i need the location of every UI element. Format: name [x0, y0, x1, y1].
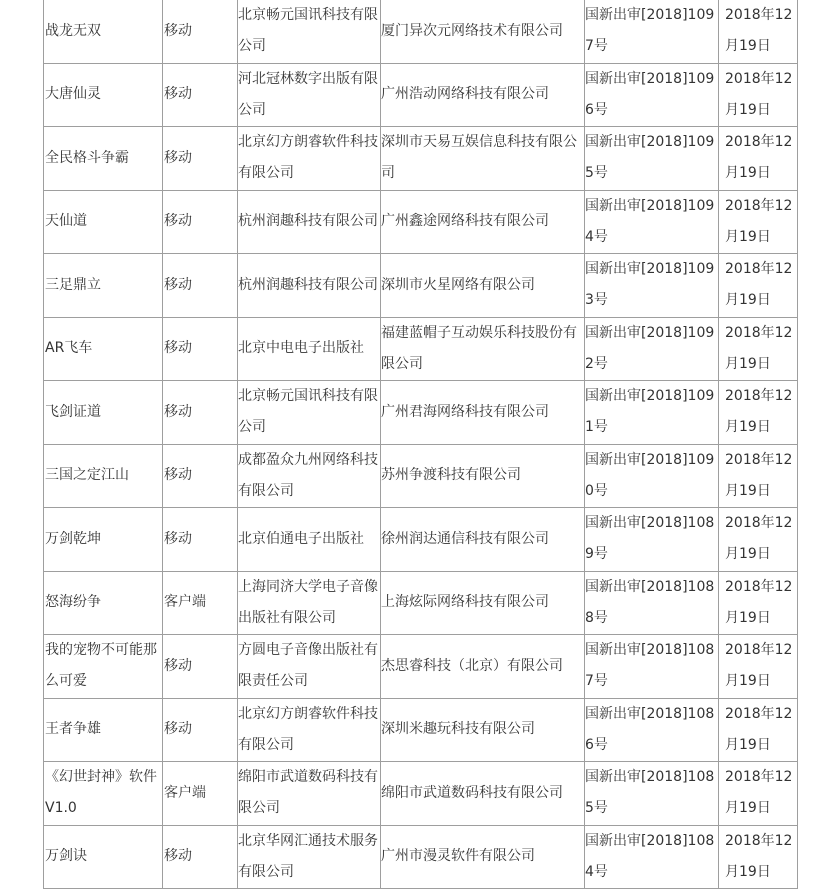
operator-cell	[381, 825, 585, 889]
publisher-cell-text: 北京畅元国讯科技有限公司	[238, 388, 378, 436]
table-row	[44, 317, 798, 381]
game-name-cell-text: 全民格斗争霸	[45, 149, 129, 166]
approval-date-cell-text: 2018年12月19日	[725, 705, 793, 753]
operator-cell-text: 上海炫际网络科技有限公司	[381, 594, 549, 611]
game-name-cell	[44, 698, 163, 762]
platform-cell-text: 移动	[164, 340, 192, 357]
publisher-cell-text: 杭州润趣科技有限公司	[238, 213, 378, 230]
approval-number-cell-text: 国新出审[2018]1090号	[585, 451, 715, 499]
publisher-cell	[238, 254, 381, 318]
approval-number-cell-text: 国新出审[2018]1087号	[585, 642, 715, 690]
operator-cell	[381, 317, 585, 381]
platform-cell-text: 移动	[164, 657, 192, 674]
platform-cell	[163, 0, 238, 63]
approval-number-cell	[585, 762, 719, 826]
platform-cell-text: 移动	[164, 467, 192, 484]
publisher-cell	[238, 698, 381, 762]
platform-cell-text: 移动	[164, 721, 192, 738]
publisher-cell-text: 北京华网汇通技术服务有限公司	[238, 832, 378, 880]
platform-cell	[163, 762, 238, 826]
approval-number-cell	[585, 825, 719, 889]
publisher-cell-text: 北京幻方朗睿软件科技有限公司	[238, 705, 378, 753]
game-name-cell-text: 我的宠物不可能那么可爱	[45, 642, 157, 690]
operator-cell	[381, 381, 585, 445]
publisher-cell	[238, 825, 381, 889]
table-row	[44, 381, 798, 445]
operator-cell-text: 深圳米趣玩科技有限公司	[381, 721, 535, 738]
approval-number-cell	[585, 571, 719, 635]
operator-cell	[381, 63, 585, 127]
table-row	[44, 444, 798, 508]
platform-cell-text: 移动	[164, 213, 192, 230]
publisher-cell-text: 河北冠林数字出版有限公司	[238, 70, 378, 118]
approval-date-cell	[719, 508, 798, 572]
platform-cell	[163, 635, 238, 699]
platform-cell-text: 移动	[164, 22, 192, 39]
publisher-cell-text: 成都盈众九州网络科技有限公司	[238, 451, 378, 499]
table-row	[44, 63, 798, 127]
game-name-cell	[44, 127, 163, 191]
operator-cell-text: 绵阳市武道数码科技有限公司	[381, 784, 563, 801]
publisher-cell	[238, 635, 381, 699]
publisher-cell	[238, 571, 381, 635]
operator-cell-text: 广州浩动网络科技有限公司	[381, 86, 549, 103]
operator-cell-text: 深圳市火星网络有限公司	[381, 276, 535, 293]
table-row	[44, 762, 798, 826]
game-name-cell	[44, 317, 163, 381]
approval-number-cell	[585, 508, 719, 572]
approval-date-cell-text: 2018年12月19日	[725, 197, 793, 245]
operator-cell	[381, 127, 585, 191]
operator-cell	[381, 0, 585, 63]
approval-number-cell	[585, 698, 719, 762]
platform-cell-text: 客户端	[164, 784, 206, 801]
table-row	[44, 635, 798, 699]
platform-cell-text: 移动	[164, 276, 192, 293]
publisher-cell-text: 上海同济大学电子音像出版社有限公司	[238, 578, 378, 626]
operator-cell-text: 广州市漫灵软件有限公司	[381, 848, 535, 865]
game-name-cell	[44, 381, 163, 445]
platform-cell-text: 移动	[164, 403, 192, 420]
approval-number-cell-text: 国新出审[2018]1088号	[585, 578, 715, 626]
game-name-cell	[44, 444, 163, 508]
operator-cell	[381, 762, 585, 826]
game-name-cell	[44, 254, 163, 318]
game-name-cell	[44, 635, 163, 699]
approval-date-cell	[719, 0, 798, 63]
table-row	[44, 254, 798, 318]
platform-cell-text: 移动	[164, 530, 192, 547]
approval-number-cell-text: 国新出审[2018]1093号	[585, 261, 715, 309]
publisher-cell-text: 北京畅元国讯科技有限公司	[238, 7, 378, 55]
approval-number-cell	[585, 127, 719, 191]
game-name-cell	[44, 762, 163, 826]
approval-date-cell-text: 2018年12月19日	[725, 578, 793, 626]
approval-number-cell-text: 国新出审[2018]1097号	[585, 7, 715, 55]
platform-cell	[163, 317, 238, 381]
publisher-cell	[238, 762, 381, 826]
approval-date-cell-text: 2018年12月19日	[725, 70, 793, 118]
game-name-cell-text: 王者争雄	[45, 721, 101, 738]
game-name-cell	[44, 825, 163, 889]
approval-number-cell-text: 国新出审[2018]1095号	[585, 134, 715, 182]
approval-number-cell	[585, 0, 719, 63]
table-row	[44, 0, 798, 63]
publisher-cell	[238, 190, 381, 254]
game-name-cell-text: 万剑乾坤	[45, 530, 101, 547]
approval-date-cell	[719, 254, 798, 318]
approval-number-cell-text: 国新出审[2018]1089号	[585, 515, 715, 563]
approval-date-cell	[719, 698, 798, 762]
platform-cell	[163, 63, 238, 127]
game-name-cell-text: 飞剑证道	[45, 403, 101, 420]
game-name-cell	[44, 571, 163, 635]
operator-cell	[381, 698, 585, 762]
approval-date-cell	[719, 127, 798, 191]
approval-number-cell-text: 国新出审[2018]1086号	[585, 705, 715, 753]
game-name-cell	[44, 508, 163, 572]
approval-date-cell	[719, 190, 798, 254]
platform-cell-text: 移动	[164, 149, 192, 166]
approval-date-cell	[719, 63, 798, 127]
approval-date-cell	[719, 381, 798, 445]
operator-cell-text: 苏州争渡科技有限公司	[381, 467, 521, 484]
approval-number-cell	[585, 190, 719, 254]
approval-date-cell	[719, 635, 798, 699]
approval-date-cell-text: 2018年12月19日	[725, 642, 793, 690]
approval-number-cell-text: 国新出审[2018]1091号	[585, 388, 715, 436]
game-name-cell-text: 怒海纷争	[45, 594, 101, 611]
operator-cell	[381, 571, 585, 635]
approval-number-cell-text: 国新出审[2018]1094号	[585, 197, 715, 245]
table-row	[44, 508, 798, 572]
platform-cell	[163, 698, 238, 762]
platform-cell	[163, 381, 238, 445]
approval-number-cell-text: 国新出审[2018]1092号	[585, 324, 715, 372]
publisher-cell-text: 北京幻方朗睿软件科技有限公司	[238, 134, 378, 182]
approval-date-cell-text: 2018年12月19日	[725, 324, 793, 372]
approval-date-cell	[719, 444, 798, 508]
operator-cell	[381, 508, 585, 572]
approval-number-cell	[585, 381, 719, 445]
publisher-cell	[238, 444, 381, 508]
platform-cell	[163, 508, 238, 572]
approval-date-cell	[719, 317, 798, 381]
publisher-cell	[238, 317, 381, 381]
approval-date-cell	[719, 825, 798, 889]
platform-cell	[163, 444, 238, 508]
table-row	[44, 825, 798, 889]
approval-number-cell-text: 国新出审[2018]1085号	[585, 769, 715, 817]
approval-date-cell-text: 2018年12月19日	[725, 451, 793, 499]
approval-number-cell-text: 国新出审[2018]1084号	[585, 832, 715, 880]
approval-date-cell-text: 2018年12月19日	[725, 832, 793, 880]
approval-date-cell	[719, 571, 798, 635]
operator-cell	[381, 444, 585, 508]
table-row	[44, 698, 798, 762]
operator-cell-text: 厦门异次元网络技术有限公司	[381, 22, 563, 39]
game-name-cell-text: AR飞车	[45, 340, 93, 357]
table-row	[44, 127, 798, 191]
approval-date-cell-text: 2018年12月19日	[725, 261, 793, 309]
operator-cell	[381, 254, 585, 318]
platform-cell	[163, 254, 238, 318]
operator-cell-text: 深圳市天易互娱信息科技有限公司	[381, 134, 577, 182]
game-name-cell-text: 《幻世封神》软件V1.0	[45, 769, 157, 817]
platform-cell-text: 移动	[164, 86, 192, 103]
game-name-cell	[44, 63, 163, 127]
publisher-cell-text: 杭州润趣科技有限公司	[238, 276, 378, 293]
approval-table	[43, 0, 798, 889]
approval-number-cell-text: 国新出审[2018]1096号	[585, 70, 715, 118]
game-name-cell	[44, 0, 163, 63]
platform-cell-text: 移动	[164, 848, 192, 865]
publisher-cell	[238, 508, 381, 572]
game-name-cell-text: 战龙无双	[45, 22, 101, 39]
publisher-cell	[238, 63, 381, 127]
game-name-cell	[44, 190, 163, 254]
operator-cell	[381, 190, 585, 254]
approval-date-cell-text: 2018年12月19日	[725, 134, 793, 182]
platform-cell	[163, 127, 238, 191]
operator-cell-text: 杰思睿科技（北京）有限公司	[381, 657, 563, 674]
publisher-cell-text: 方圆电子音像出版社有限责任公司	[238, 642, 378, 690]
approval-date-cell	[719, 762, 798, 826]
operator-cell-text: 福建蓝帽子互动娱乐科技股份有限公司	[381, 324, 577, 372]
publisher-cell	[238, 0, 381, 63]
platform-cell-text: 客户端	[164, 594, 206, 611]
publisher-cell-text: 北京伯通电子出版社	[238, 530, 364, 547]
operator-cell-text: 广州君海网络科技有限公司	[381, 403, 549, 420]
game-name-cell-text: 大唐仙灵	[45, 86, 101, 103]
game-name-cell-text: 三足鼎立	[45, 276, 101, 293]
table-row	[44, 190, 798, 254]
approval-number-cell	[585, 444, 719, 508]
table-body	[44, 0, 798, 889]
approval-number-cell	[585, 63, 719, 127]
publisher-cell	[238, 127, 381, 191]
platform-cell	[163, 571, 238, 635]
publisher-cell-text: 绵阳市武道数码科技有限公司	[238, 769, 378, 817]
publisher-cell	[238, 381, 381, 445]
approval-number-cell	[585, 317, 719, 381]
operator-cell	[381, 635, 585, 699]
approval-date-cell-text: 2018年12月19日	[725, 515, 793, 563]
publisher-cell-text: 北京中电电子出版社	[238, 340, 364, 357]
approval-date-cell-text: 2018年12月19日	[725, 7, 793, 55]
game-name-cell-text: 万剑诀	[45, 848, 87, 865]
operator-cell-text: 广州鑫途网络科技有限公司	[381, 213, 549, 230]
approval-number-cell	[585, 635, 719, 699]
approval-date-cell-text: 2018年12月19日	[725, 388, 793, 436]
approval-number-cell	[585, 254, 719, 318]
platform-cell	[163, 190, 238, 254]
operator-cell-text: 徐州润达通信科技有限公司	[381, 530, 549, 547]
approval-date-cell-text: 2018年12月19日	[725, 769, 793, 817]
platform-cell	[163, 825, 238, 889]
game-name-cell-text: 天仙道	[45, 213, 87, 230]
game-name-cell-text: 三国之定江山	[45, 467, 129, 484]
table-row	[44, 571, 798, 635]
